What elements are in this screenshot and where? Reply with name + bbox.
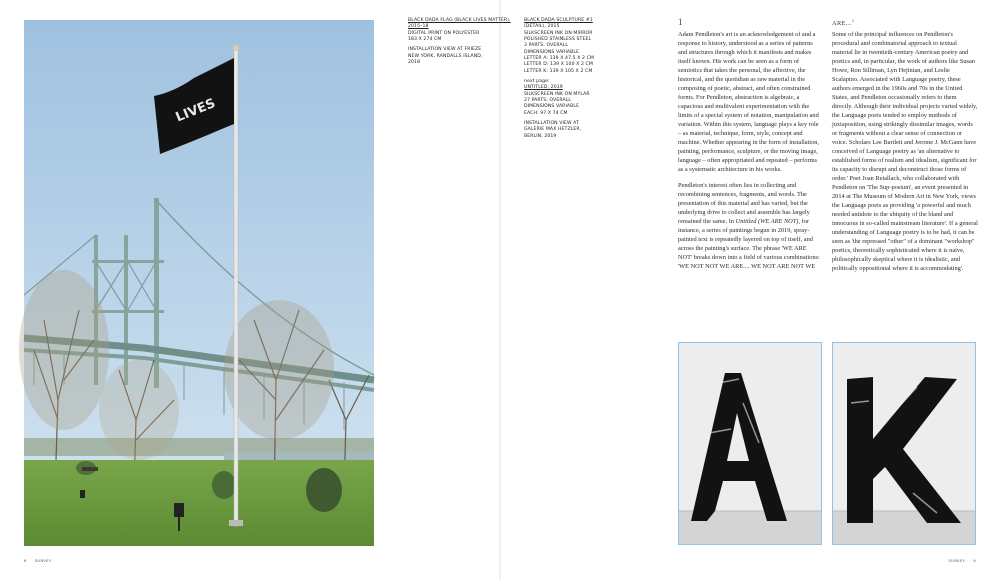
shrub — [306, 468, 342, 512]
caption-sculpture — [524, 18, 629, 144]
folio-left — [24, 558, 51, 563]
paragraph: Adam Pendleton's art is an acknowledgement of and a response to history, understood as a series of patterns and structures through which it manifests and makes itself known. His work can be seen as a form of semiotics that takes the personal, the affective, the historical, and the quotidian as raw material in the composing of poetic, abstract, and often constrained forms. For Pendleton, abstraction is algebraic, a capacious and multivalent experimentation with the limits of a special system of notation, manipulation and variation. Within this system, language plays a key role – as material, technique, form, style, concept and machine. Whether appearing in the form of installation, painting, performance, sculpture, or the moving image, language – often appropriated and repeated – performs as a systematic architecture in his works. — [678, 31, 819, 173]
folio-right — [949, 558, 976, 563]
caption-line: SILKSCREEN INK ON MYLAR — [524, 91, 590, 97]
page-number: 9 — [973, 558, 976, 563]
paragraph: Some of the principal influences on Pendleton's procedural and combinatorial approach to textual material lie in twentieth-century American poetry and poetics and, in particular, the work of authors like Susan Howe, Ron Silliman, Lyn Hejinian, and Leslie Scalapino. Associated with Language poetry, these authors emerged in the 1960s and 70s in the United States, and Pendleton occasionally refers to them directly. Although their individual projects varied widely, the Language poets tended to employ methods of juxtaposition, using strikingly dissimilar images, words or fragments without a clear sense of connection or voice. Scholars Lee Bartlett and Jerome J. McGann have conceived of Language poetry as 'an alternative to established forms of realism and idealism, significant for its capacity to disrupt and deconstruct those forms of order.' Poet Joan Retallack, who collaborated with Pendleton on 'The Sup-posium', an event presented in 2014 at The Museum of Modern Art in New York, views the Language poets as providing 'a powerful and much needed antidote to the ubiquity of the bland and innocuous in so-called mainstream literature'. If a general understanding of Language poetry is to be had, it can be seen as 'the repressed "other" of a dominant "workshop" poetics, theoretically sophisticated where it is naive, philosophically skeptical where it is idealistic, and politically oppositional where it is accommodating'. — [832, 31, 978, 272]
caption-line: LETTER A: 139 X 47.5 X 2 CM — [524, 55, 595, 61]
section-number: 1 — [678, 17, 683, 27]
bench — [82, 467, 98, 471]
essay-column-left — [678, 30, 822, 278]
letter-k-illustration — [733, 243, 975, 544]
work-title: Untitled (WE ARE NOT) — [735, 218, 799, 225]
footnote-ref: 1 — [851, 18, 855, 23]
photo-illustration — [24, 20, 374, 546]
caption-line: 2018 — [408, 59, 421, 65]
caption-line: NEW YORK, RANDALLS ISLAND, — [408, 53, 483, 59]
paragraph-text: Pendleton's interest often lies in collecting and recombining sentences, fragments, and words. The presentation of this material and has varied, but the underlying drive to collect and assemble has largely remained the same. In — [678, 182, 810, 225]
caption-line: 27 PARTS: OVERALL — [524, 97, 572, 103]
caption-line: DIGITAL PRINT ON POLYESTER — [408, 30, 480, 36]
flag-text: LIVES — [173, 96, 218, 126]
caption-line: DIMENSIONS VARIABLE — [524, 104, 580, 110]
paragraph — [678, 181, 822, 271]
caption-line: (DETAIL), 2015 — [524, 24, 560, 30]
caption-line: GALERIE MAX HETZLER, — [524, 127, 582, 133]
caption-line: BERLIN, 2019 — [524, 133, 557, 139]
caption-line: EACH: 97 X 74 CM — [524, 110, 568, 116]
tree-canopy — [19, 270, 109, 430]
gutter — [499, 0, 501, 580]
tree-canopy — [99, 360, 179, 460]
essay-column-right — [832, 30, 978, 280]
shrub — [212, 471, 236, 499]
running-head: SURVEY — [34, 558, 52, 563]
flagpole — [234, 48, 238, 526]
installation-photo — [24, 20, 374, 546]
section-heading-text: ARE... — [832, 20, 852, 28]
running-head: SURVEY — [948, 558, 966, 563]
caption-line: SILKSCREEN INK ON MIRROR — [524, 30, 593, 36]
section-heading — [832, 18, 854, 27]
caption-next-page: next page: — [524, 78, 550, 84]
caption-title: BLACK DADA SCULPTURE #1 — [524, 18, 593, 23]
caption-title: UNTITLED, 2019 — [524, 85, 563, 91]
caption-line: POLISHED STAINLESS STEEL — [524, 36, 592, 42]
caption-line: 3 PARTS: OVERALL — [524, 43, 569, 49]
paragraph-text: , for instance, a series of paintings begun in 2019, spray-painted text is repeatedly layered on top of itself, and across the painting's surface. The phrase 'WE ARE NOT' breaks down into a field of various combinations: 'WE NOT NOT WE ARE.... WE NOT ARE NOT WE — [678, 218, 820, 270]
caption-title: BLACK DADA FLAG (BLACK LIVES MATTER), 2015–18 — [408, 18, 511, 30]
flagpole-finial — [233, 45, 239, 51]
letter-a-text: A — [579, 243, 580, 244]
caption-flag — [408, 18, 513, 70]
caption-line: LETTER K: 139 X 105 X 2 CM — [524, 68, 593, 74]
page-number: 6 — [24, 558, 27, 563]
caption-line: 183 X 274 CM — [408, 36, 442, 42]
letter-k-text: K — [733, 243, 734, 244]
artwork-letter-k — [733, 243, 976, 545]
sign-post — [80, 490, 85, 498]
plaque — [174, 503, 184, 517]
caption-line: INSTALLATION VIEW AT — [524, 120, 579, 126]
caption-line: DIMENSIONS VARIABLE — [524, 49, 580, 55]
caption-line: INSTALLATION VIEW AT FRIEZE — [408, 47, 482, 53]
caption-line: LETTER D: 139 X 100 X 2 CM — [524, 62, 593, 68]
tree-canopy — [224, 300, 334, 440]
